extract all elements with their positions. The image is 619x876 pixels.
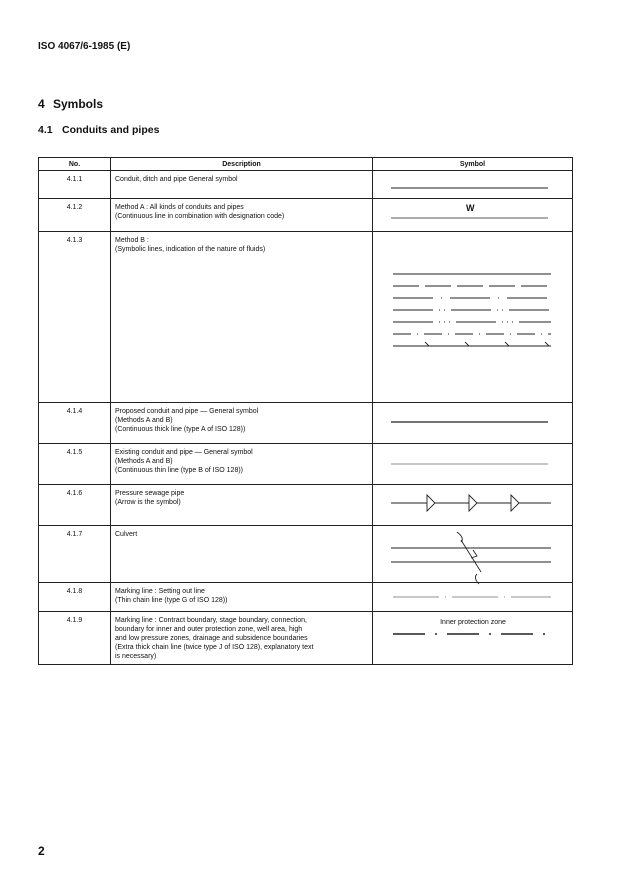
symbol-cell	[373, 583, 573, 612]
description-line: Marking line : Setting out line	[115, 588, 205, 596]
continuous-line-symbol	[373, 171, 573, 198]
row-description	[111, 171, 373, 199]
extra-thick-chain-line-symbol	[373, 612, 573, 662]
header-no: No.	[39, 158, 111, 171]
arrow-icon	[427, 495, 435, 511]
row-description	[111, 485, 373, 526]
symbol-cell	[373, 525, 573, 582]
description-line: and low pressure zones, drainage and subsidence boundaries	[115, 634, 308, 642]
thin-chain-line-symbol	[373, 583, 573, 611]
subsection-heading	[38, 124, 159, 136]
arrow-icon	[511, 495, 519, 511]
table-row	[39, 485, 573, 526]
thick-line-symbol	[373, 403, 573, 443]
row-number: 4.1.7	[39, 525, 111, 582]
description-line: boundary for inner and outer protection zone, well area, high	[115, 625, 303, 633]
table-row	[39, 231, 573, 403]
pressure-pipe-symbol	[373, 485, 573, 525]
table-row	[39, 171, 573, 199]
description-line: is necessary)	[115, 652, 157, 660]
coded-line-symbol	[373, 199, 573, 231]
description-line: Proposed conduit and pipe — General symbol	[115, 408, 259, 416]
page-number: 2	[38, 844, 45, 858]
symbol-cell	[373, 198, 573, 231]
description-line: (Continuous line in combination with designation code)	[115, 212, 285, 220]
header-description: Description	[111, 158, 373, 171]
section-title: Symbols	[53, 97, 104, 111]
symbol-cell	[373, 171, 573, 199]
row-number: 4.1.2	[39, 198, 111, 231]
symbol-cell	[373, 485, 573, 526]
row-number: 4.1.5	[39, 444, 111, 485]
designation-code: W	[466, 202, 475, 213]
table-row	[39, 444, 573, 485]
description-line: (Extra thick chain line (twice type J of ISO 128), explanatory text	[115, 643, 314, 651]
header-symbol: Symbol	[373, 158, 573, 171]
description-line: Conduit, ditch and pipe General symbol	[115, 176, 238, 184]
row-description	[111, 444, 373, 485]
subsection-title: Conduits and pipes	[62, 124, 160, 136]
description-line: (Arrow is the symbol)	[115, 499, 181, 507]
description-line: Method B :	[115, 236, 149, 244]
table-row	[39, 198, 573, 231]
table-header-row	[39, 158, 573, 171]
description-line: (Thin chain line (type G of ISO 128))	[115, 597, 228, 605]
table-row	[39, 611, 573, 664]
description-line: Existing conduit and pipe — General symbol	[115, 449, 253, 457]
description-line: Culvert	[115, 530, 138, 538]
arrow-icon	[469, 495, 477, 511]
description-line: (Methods A and B)	[115, 417, 173, 425]
symbol-cell	[373, 403, 573, 444]
description-line: (Symbolic lines, indication of the nature of fluids)	[115, 245, 266, 253]
row-number: 4.1.4	[39, 403, 111, 444]
row-description	[111, 583, 373, 612]
table-row	[39, 525, 573, 582]
zone-label: Inner protection zone	[440, 618, 506, 626]
table-row	[39, 583, 573, 612]
row-description	[111, 198, 373, 231]
table-row	[39, 403, 573, 444]
row-description	[111, 231, 373, 403]
description-line: (Continuous thick line (type A of ISO 128))	[115, 426, 246, 434]
section-number: 4	[38, 97, 45, 111]
fluid-line-hooked	[393, 342, 551, 346]
description-line: (Continuous thin line (type B of ISO 128))	[115, 467, 244, 475]
symbol-cell	[373, 231, 573, 403]
row-number: 4.1.9	[39, 611, 111, 664]
row-description	[111, 611, 373, 664]
symbol-cell	[373, 611, 573, 664]
row-number: 4.1.6	[39, 485, 111, 526]
symbol-cell	[373, 444, 573, 485]
row-description	[111, 525, 373, 582]
symbols-table	[38, 157, 573, 665]
row-number: 4.1.8	[39, 583, 111, 612]
description-line: (Methods A and B)	[115, 458, 173, 466]
document-id: ISO 4067/6-1985 (E)	[38, 41, 131, 52]
subsection-number: 4.1	[38, 124, 53, 136]
row-number: 4.1.3	[39, 231, 111, 403]
description-line: Pressure sewage pipe	[115, 490, 185, 498]
row-description	[111, 403, 373, 444]
culvert-symbol	[373, 526, 573, 582]
thin-line-symbol	[373, 444, 573, 484]
row-number: 4.1.1	[39, 171, 111, 199]
description-line: Method A : All kinds of conduits and pipes	[115, 203, 244, 211]
symbolic-fluid-lines	[373, 232, 573, 400]
description-line: Marking line : Contract boundary, stage boundary, connection,	[115, 616, 307, 624]
section-heading	[38, 97, 103, 111]
